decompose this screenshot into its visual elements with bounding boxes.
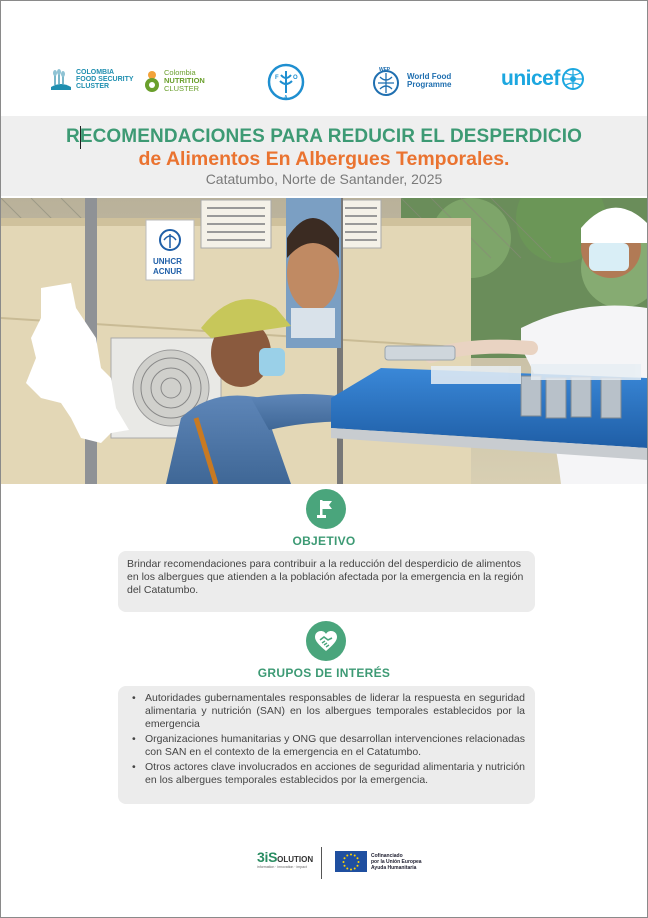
groups-box (118, 686, 535, 804)
page-title-line2: de Alimentos En Albergues Temporales. (138, 148, 510, 170)
page-subtitle: Catatumbo, Norte de Santander, 2025 (205, 171, 443, 187)
fsc-line1: COLOMBIA (76, 68, 115, 76)
fsc-line3: CLUSTER (76, 82, 110, 90)
solution-tagline: information · innovation · impact (257, 865, 307, 869)
groups-list (118, 686, 535, 787)
wfp-line2: Programme (407, 80, 452, 89)
nutrition-cluster-logo (143, 69, 205, 93)
handshake-icon (306, 621, 346, 661)
nutrition-line3: CLUSTER (164, 84, 200, 93)
unicef-logo (501, 67, 585, 91)
svg-text:O: O (293, 75, 298, 81)
food-security-cluster-logo (49, 67, 134, 91)
svg-text:F: F (275, 75, 279, 81)
eu-flag-icon (335, 851, 367, 872)
footer-divider (321, 847, 322, 879)
title-band (1, 116, 647, 196)
footer (1, 845, 647, 881)
objective-heading: OBJETIVO (292, 534, 356, 548)
wfp-emblem-icon (369, 65, 403, 97)
hero-photo (1, 198, 647, 484)
groups-heading: GRUPOS DE INTERÉS (257, 666, 391, 680)
unhcr-sign-line1: UNHCR (153, 257, 182, 266)
eu-line1: Cofinanciado (371, 852, 403, 859)
solution-prefix: 3iS (257, 849, 278, 865)
list-item: • Organizaciones humanitarias y ONG que desarrollan intervenciones relacionadas con SAN en el contexto de la emergencia en el Catatumbo. (145, 733, 525, 759)
objective-flag-icon (306, 489, 346, 529)
nutrition-line2: NUTRITION (164, 76, 205, 85)
partner-logos (1, 59, 647, 107)
fsc-line2: FOOD SECURITY (76, 75, 134, 83)
unhcr-sign-line2: ACNUR (153, 267, 182, 276)
wfp-line1: World Food (407, 72, 452, 81)
wfp-logo (369, 65, 451, 97)
wfp-badge: WFP (379, 67, 391, 73)
eu-line2: por la Unión Europea (371, 858, 422, 865)
wheat-icon (49, 67, 73, 91)
svg-text:A: A (284, 95, 288, 101)
fao-emblem-icon (267, 63, 305, 101)
3isolution-logo (257, 849, 313, 869)
solution-suffix: OLUTION (277, 855, 314, 864)
list-item: • Autoridades gubernamentales responsables de liderar la respuesta en seguridad alimentaria y nutrición (SAN) en los albergues temporales establecidos por la emergencia (145, 692, 525, 731)
unicef-globe-icon (561, 67, 585, 91)
list-item: • Otros actores clave involucrados en acciones de seguridad alimentaria y nutrición en los albergues temporales establecidos por la emergencia. (145, 761, 525, 787)
unicef-wordmark: unicef (501, 67, 560, 90)
eu-logo (335, 851, 422, 872)
objective-text: Brindar recomendaciones para contribuir a la reducción del desperdicio de alimentos en los albergues que atienden a la población afectada por la emergencia en la región del Catatumbo. (127, 558, 524, 596)
nutrition-person-icon (143, 70, 161, 92)
eu-line3: Ayuda Humanitaria (371, 864, 417, 871)
fao-logo (267, 63, 305, 101)
objective-box (118, 551, 535, 612)
nutrition-line1: Colombia (164, 68, 196, 77)
page-title-line1: RECOMENDACIONES PARA REDUCIR EL DESPERDICIO (66, 126, 582, 147)
